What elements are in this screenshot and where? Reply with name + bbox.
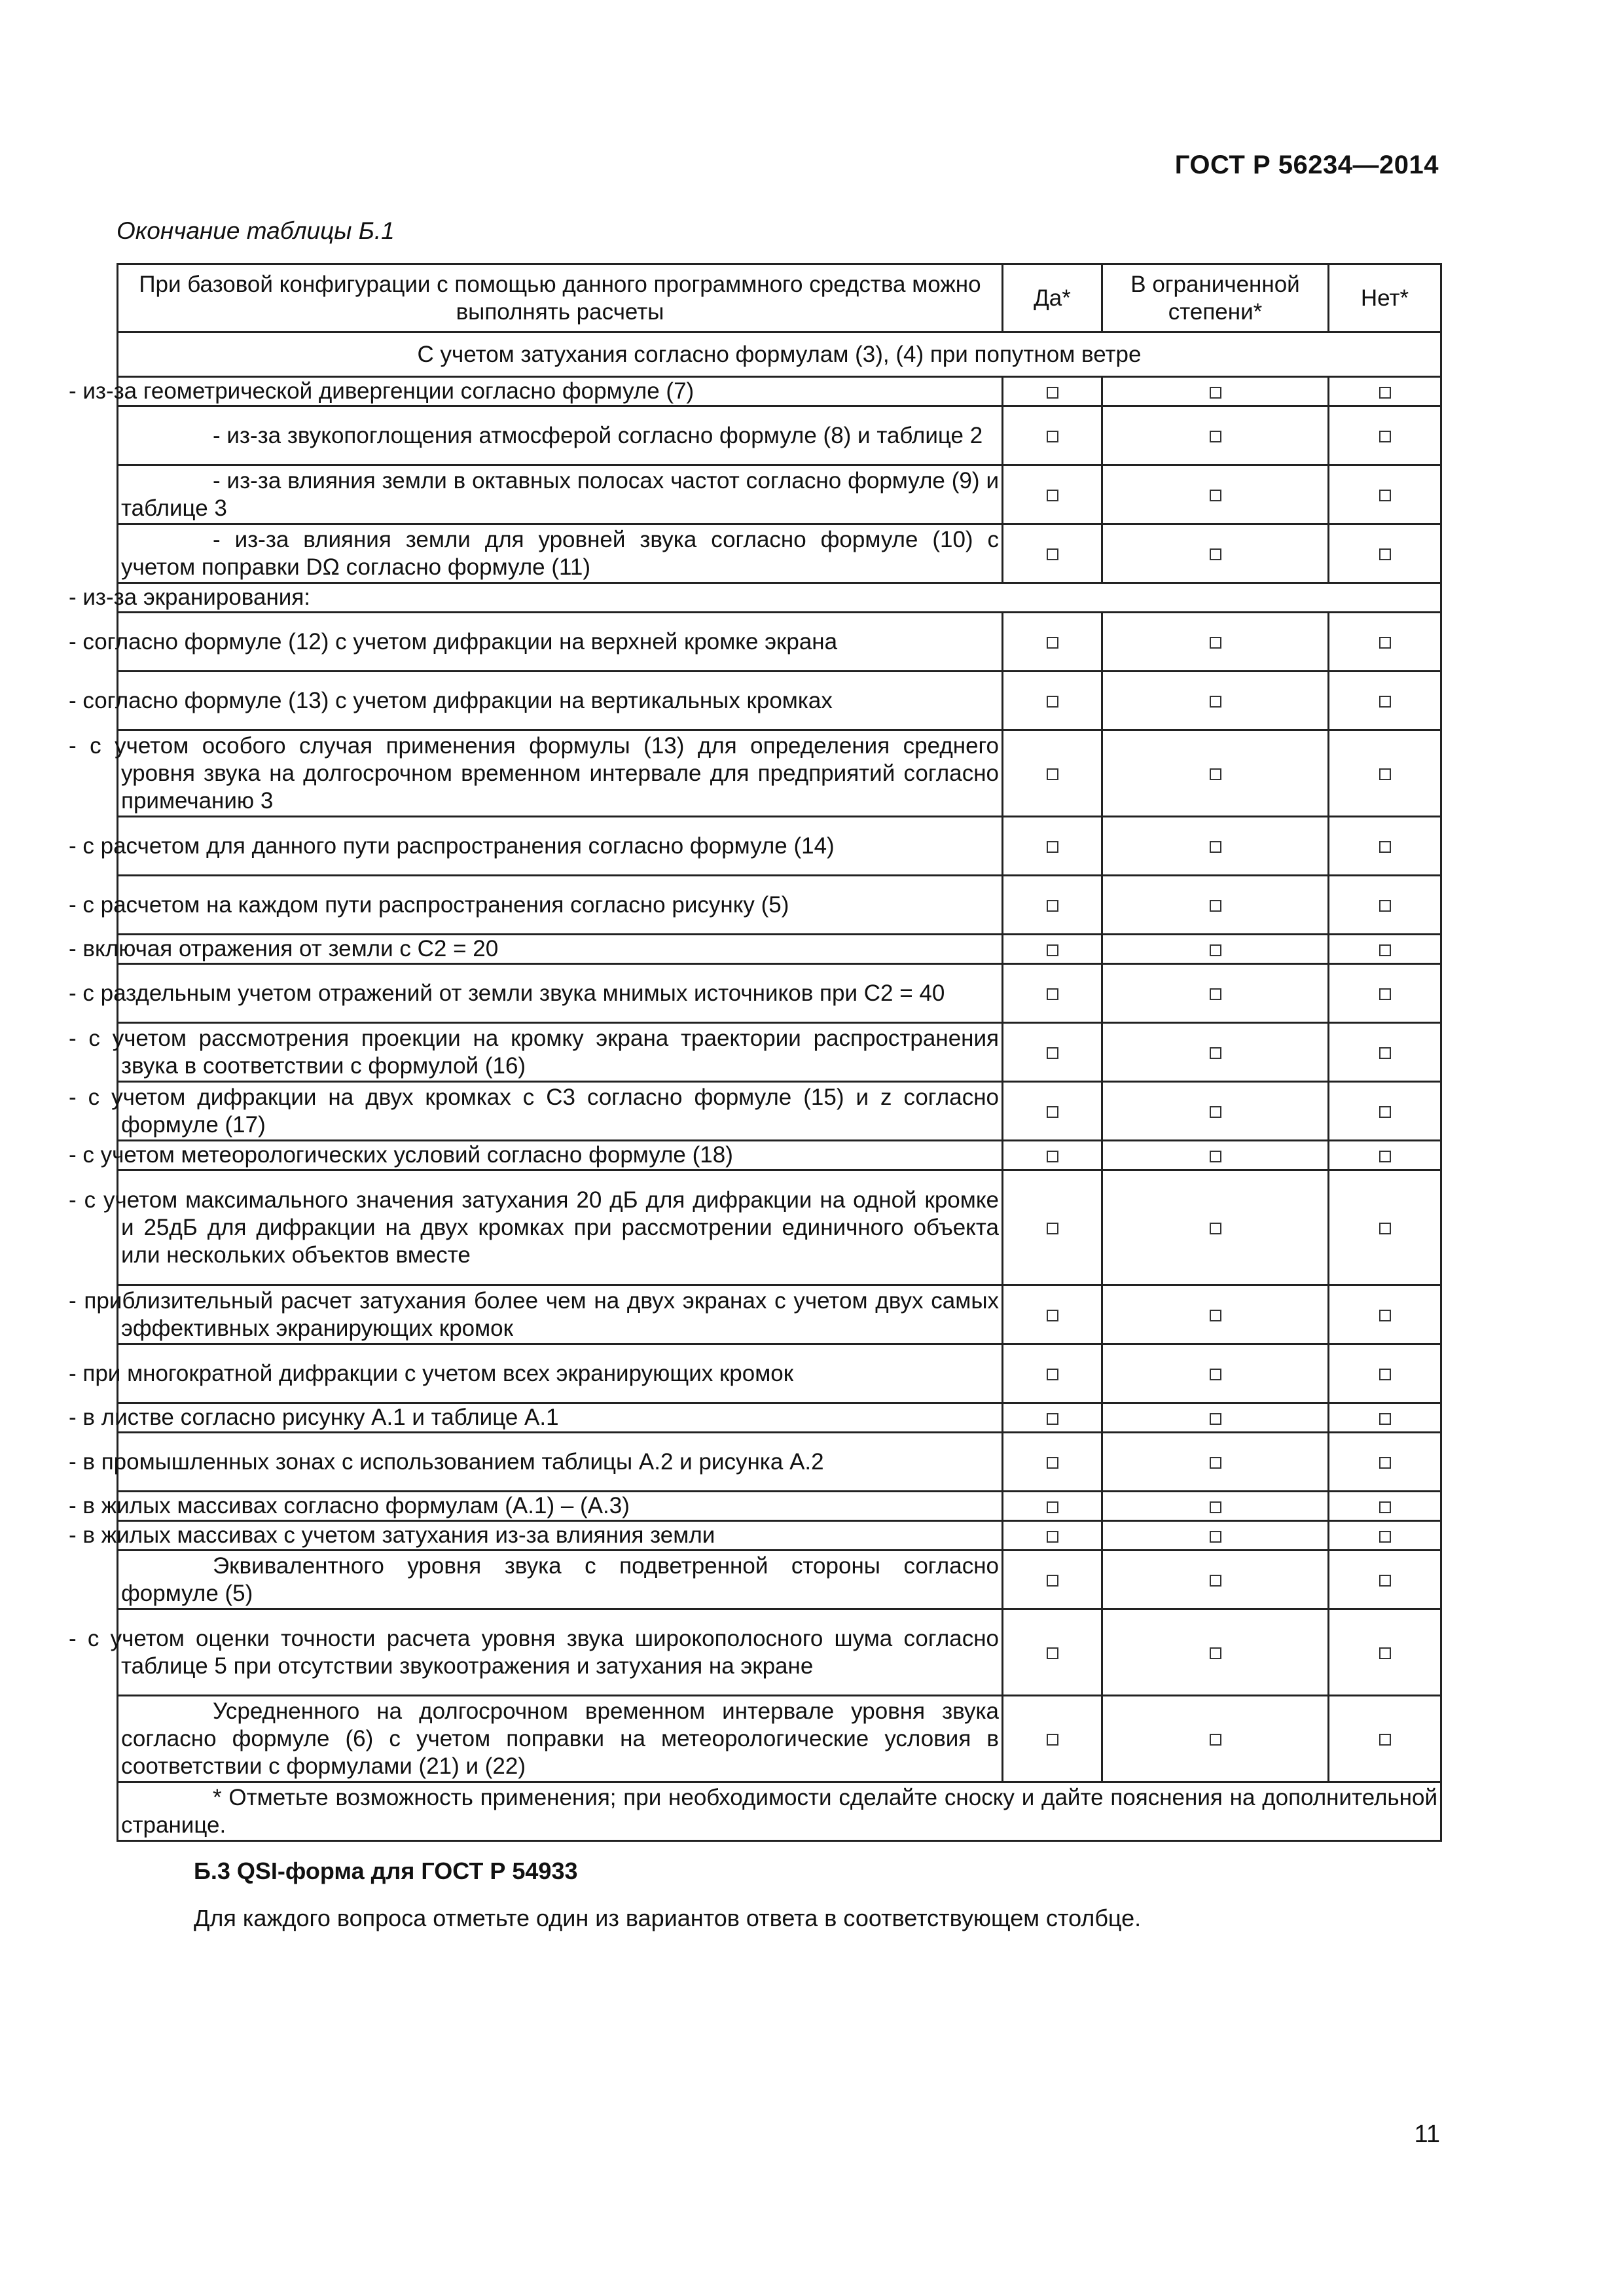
no-cell bbox=[1329, 1521, 1441, 1551]
table-row bbox=[118, 730, 1441, 817]
no-cell bbox=[1329, 1696, 1441, 1782]
limited-cell bbox=[1102, 876, 1329, 935]
no-cell bbox=[1329, 1082, 1441, 1141]
standard-code: ГОСТ Р 56234—2014 bbox=[1174, 151, 1439, 179]
row-text: - из-за влияния земли в октавных полосах частот согласно формуле (9) и таблице 3 bbox=[118, 465, 1003, 524]
no-cell bbox=[1329, 1344, 1441, 1403]
yes-cell bbox=[1003, 964, 1102, 1023]
limited-cell bbox=[1102, 1170, 1329, 1285]
table-row bbox=[118, 1141, 1441, 1170]
no-cell bbox=[1329, 935, 1441, 964]
checkbox-icon[interactable] bbox=[1379, 696, 1391, 708]
table-row bbox=[118, 1551, 1441, 1609]
row-text: - согласно формуле (12) с учетом дифракции на верхней кромке экрана bbox=[118, 613, 1003, 672]
row-text: - в жилых массивах с учетом затухания из-за влияния земли bbox=[118, 1521, 1003, 1551]
checkbox-icon[interactable] bbox=[1379, 900, 1391, 912]
checkbox-icon[interactable] bbox=[1210, 944, 1221, 956]
checkbox-icon[interactable] bbox=[1047, 1501, 1058, 1513]
checkbox-icon[interactable] bbox=[1379, 841, 1391, 853]
checkbox-icon[interactable] bbox=[1047, 1223, 1058, 1234]
no-cell bbox=[1329, 1433, 1441, 1492]
checkbox-icon[interactable] bbox=[1210, 768, 1221, 780]
no-cell bbox=[1329, 406, 1441, 465]
checkbox-icon[interactable] bbox=[1379, 1501, 1391, 1513]
yes-cell bbox=[1003, 465, 1102, 524]
yes-cell bbox=[1003, 1433, 1102, 1492]
limited-cell bbox=[1102, 1433, 1329, 1492]
checkbox-icon[interactable] bbox=[1210, 548, 1221, 560]
checkbox-icon[interactable] bbox=[1379, 1106, 1391, 1118]
row-text: - с учетом максимального значения затухания 20 дБ для дифракции на одной кромке и 25дБ для дифракции на двух кромках при рассмотрении единичного объекта или нескольких объектов вместе bbox=[118, 1170, 1003, 1285]
table-row bbox=[118, 964, 1441, 1023]
checkbox-icon[interactable] bbox=[1379, 1647, 1391, 1659]
row-text: - с раздельным учетом отражений от земли звука мнимых источников при C2 = 40 bbox=[118, 964, 1003, 1023]
checkbox-icon[interactable] bbox=[1210, 1501, 1221, 1513]
limited-cell bbox=[1102, 465, 1329, 524]
checkbox-icon[interactable] bbox=[1379, 431, 1391, 442]
limited-cell bbox=[1102, 1609, 1329, 1696]
row-text: Усредненного на долгосрочном временном интервале уровня звука согласно формуле (6) с учетом поправки на метеорологические условия в соответствии с формулами (21) и (22) bbox=[118, 1696, 1003, 1782]
no-cell bbox=[1329, 1285, 1441, 1344]
limited-cell bbox=[1102, 1082, 1329, 1141]
table-row bbox=[118, 1521, 1441, 1551]
band-row bbox=[118, 332, 1441, 377]
table-row bbox=[118, 1285, 1441, 1344]
limited-cell bbox=[1102, 1492, 1329, 1521]
checkbox-icon[interactable] bbox=[1379, 1413, 1391, 1425]
header-question: При базовой конфигурации с помощью данного программного средства можно выполнять расчеты bbox=[118, 264, 1003, 332]
limited-cell bbox=[1102, 1696, 1329, 1782]
table-row bbox=[118, 406, 1441, 465]
limited-cell bbox=[1102, 1141, 1329, 1170]
no-cell bbox=[1329, 964, 1441, 1023]
row-text: - с учетом оценки точности расчета уровня звука широкополосного шума согласно таблице 5 при отсутствии звукоотражения и затухания на экране bbox=[118, 1609, 1003, 1696]
checkbox-icon[interactable] bbox=[1047, 1106, 1058, 1118]
checkbox-icon[interactable] bbox=[1047, 548, 1058, 560]
limited-cell bbox=[1102, 817, 1329, 876]
no-cell bbox=[1329, 1141, 1441, 1170]
yes-cell bbox=[1003, 1609, 1102, 1696]
checkbox-icon[interactable] bbox=[1210, 1106, 1221, 1118]
checkbox-icon[interactable] bbox=[1047, 1369, 1058, 1380]
row-text: - включая отражения от земли с C2 = 20 bbox=[118, 935, 1003, 964]
checkbox-icon[interactable] bbox=[1210, 490, 1221, 501]
table-row bbox=[118, 613, 1441, 672]
yes-cell bbox=[1003, 524, 1102, 583]
checkbox-icon[interactable] bbox=[1047, 1734, 1058, 1746]
checkbox-icon[interactable] bbox=[1210, 1047, 1221, 1059]
checkbox-icon[interactable] bbox=[1047, 387, 1058, 399]
no-cell bbox=[1329, 817, 1441, 876]
yes-cell bbox=[1003, 613, 1102, 672]
checkbox-icon[interactable] bbox=[1047, 1575, 1058, 1587]
header-no: Нет* bbox=[1329, 264, 1441, 332]
yes-cell bbox=[1003, 1696, 1102, 1782]
checkbox-icon[interactable] bbox=[1047, 431, 1058, 442]
checkbox-icon[interactable] bbox=[1210, 387, 1221, 399]
yes-cell bbox=[1003, 1170, 1102, 1285]
yes-cell bbox=[1003, 935, 1102, 964]
no-cell bbox=[1329, 730, 1441, 817]
section-text: Для каждого вопроса отметьте один из вариантов ответа в соответствующем столбце. bbox=[194, 1905, 1142, 1931]
table-header-row bbox=[118, 264, 1441, 332]
section-title: Б.3 QSI-форма для ГОСТ Р 54933 bbox=[194, 1857, 578, 1884]
checkbox-icon[interactable] bbox=[1379, 1575, 1391, 1587]
checkbox-icon[interactable] bbox=[1210, 1151, 1221, 1162]
checkbox-icon[interactable] bbox=[1210, 1647, 1221, 1659]
checkbox-icon[interactable] bbox=[1047, 1647, 1058, 1659]
limited-cell bbox=[1102, 1023, 1329, 1082]
footnote-row bbox=[118, 1782, 1441, 1841]
checkbox-icon[interactable] bbox=[1379, 944, 1391, 956]
table-row bbox=[118, 672, 1441, 730]
table-row bbox=[118, 876, 1441, 935]
checkbox-icon[interactable] bbox=[1210, 1457, 1221, 1469]
row-text: - с учетом рассмотрения проекции на кромку экрана траектории распространения звука в соответствии с формулой (16) bbox=[118, 1023, 1003, 1082]
limited-cell bbox=[1102, 377, 1329, 406]
row-text: - из-за геометрической дивергенции согласно формуле (7) bbox=[118, 377, 1003, 406]
limited-cell bbox=[1102, 1403, 1329, 1433]
table-row bbox=[118, 1023, 1441, 1082]
table-row bbox=[118, 1492, 1441, 1521]
checkbox-icon[interactable] bbox=[1210, 1369, 1221, 1380]
checkbox-icon[interactable] bbox=[1379, 1047, 1391, 1059]
checkbox-icon[interactable] bbox=[1379, 1369, 1391, 1380]
table-row bbox=[118, 1609, 1441, 1696]
limited-cell bbox=[1102, 1521, 1329, 1551]
yes-cell bbox=[1003, 876, 1102, 935]
row-text: - приблизительный расчет затухания более чем на двух экранах с учетом двух самых эффективных экранирующих кромок bbox=[118, 1285, 1003, 1344]
checkbox-icon[interactable] bbox=[1047, 900, 1058, 912]
yes-cell bbox=[1003, 406, 1102, 465]
checkbox-icon[interactable] bbox=[1047, 944, 1058, 956]
checkbox-icon[interactable] bbox=[1210, 1413, 1221, 1425]
no-cell bbox=[1329, 1403, 1441, 1433]
yes-cell bbox=[1003, 1344, 1102, 1403]
checkbox-icon[interactable] bbox=[1379, 1457, 1391, 1469]
header-yes: Да* bbox=[1003, 264, 1102, 332]
limited-cell bbox=[1102, 672, 1329, 730]
checkbox-icon[interactable] bbox=[1379, 1531, 1391, 1543]
row-text: - из-за экранирования: bbox=[118, 583, 1441, 613]
no-cell bbox=[1329, 1023, 1441, 1082]
yes-cell bbox=[1003, 1403, 1102, 1433]
table-row bbox=[118, 817, 1441, 876]
checkbox-icon[interactable] bbox=[1210, 1531, 1221, 1543]
limited-cell bbox=[1102, 964, 1329, 1023]
table-row bbox=[118, 935, 1441, 964]
yes-cell bbox=[1003, 1023, 1102, 1082]
table-row bbox=[118, 1170, 1441, 1285]
row-text: - при многократной дифракции с учетом всех экранирующих кромок bbox=[118, 1344, 1003, 1403]
limited-cell bbox=[1102, 406, 1329, 465]
table-row bbox=[118, 1696, 1441, 1782]
yes-cell bbox=[1003, 672, 1102, 730]
row-text: - с расчетом на каждом пути распространения согласно рисунку (5) bbox=[118, 876, 1003, 935]
page-number: 11 bbox=[1414, 2121, 1440, 2148]
row-text: - согласно формуле (13) с учетом дифракции на вертикальных кромках bbox=[118, 672, 1003, 730]
checkbox-icon[interactable] bbox=[1379, 1223, 1391, 1234]
table-row bbox=[118, 1344, 1441, 1403]
checkbox-icon[interactable] bbox=[1047, 696, 1058, 708]
checkbox-icon[interactable] bbox=[1047, 841, 1058, 853]
checkbox-icon[interactable] bbox=[1047, 768, 1058, 780]
no-cell bbox=[1329, 524, 1441, 583]
table-row bbox=[118, 465, 1441, 524]
header-limited: В ограниченной степени* bbox=[1102, 264, 1329, 332]
table-caption: Окончание таблицы Б.1 bbox=[117, 217, 395, 244]
checkbox-icon[interactable] bbox=[1210, 1223, 1221, 1234]
checkbox-icon[interactable] bbox=[1379, 988, 1391, 1000]
limited-cell bbox=[1102, 1344, 1329, 1403]
table-footnote: * Отметьте возможность применения; при необходимости сделайте сноску и дайте пояснения на дополнительной странице. bbox=[118, 1782, 1441, 1841]
limited-cell bbox=[1102, 935, 1329, 964]
row-text: - с расчетом для данного пути распространения согласно формуле (14) bbox=[118, 817, 1003, 876]
checkbox-icon[interactable] bbox=[1210, 988, 1221, 1000]
checkbox-icon[interactable] bbox=[1379, 768, 1391, 780]
table-row bbox=[118, 524, 1441, 583]
yes-cell bbox=[1003, 1492, 1102, 1521]
checkbox-icon[interactable] bbox=[1210, 841, 1221, 853]
row-text: - в листве согласно рисунку А.1 и таблице А.1 bbox=[118, 1403, 1003, 1433]
limited-cell bbox=[1102, 613, 1329, 672]
checkbox-icon[interactable] bbox=[1047, 1047, 1058, 1059]
no-cell bbox=[1329, 613, 1441, 672]
yes-cell bbox=[1003, 730, 1102, 817]
table-row bbox=[118, 1433, 1441, 1492]
yes-cell bbox=[1003, 1521, 1102, 1551]
row-text: - из-за влияния земли для уровней звука согласно формуле (10) с учетом поправки DΩ согласно формуле (11) bbox=[118, 524, 1003, 583]
row-text: - с учетом метеорологических условий согласно формуле (18) bbox=[118, 1141, 1003, 1170]
checkbox-icon[interactable] bbox=[1379, 637, 1391, 649]
checkbox-icon[interactable] bbox=[1379, 490, 1391, 501]
limited-cell bbox=[1102, 1551, 1329, 1609]
yes-cell bbox=[1003, 1285, 1102, 1344]
criteria-table bbox=[69, 263, 1442, 1842]
row-text: - из-за звукопоглощения атмосферой согласно формуле (8) и таблице 2 bbox=[118, 406, 1003, 465]
yes-cell bbox=[1003, 1082, 1102, 1141]
checkbox-icon[interactable] bbox=[1047, 1413, 1058, 1425]
checkbox-icon[interactable] bbox=[1210, 431, 1221, 442]
no-cell bbox=[1329, 1492, 1441, 1521]
no-cell bbox=[1329, 465, 1441, 524]
checkbox-icon[interactable] bbox=[1047, 1310, 1058, 1321]
checkbox-icon[interactable] bbox=[1047, 637, 1058, 649]
table-row bbox=[118, 583, 1441, 613]
checkbox-icon[interactable] bbox=[1047, 490, 1058, 501]
table-row bbox=[118, 1082, 1441, 1141]
no-cell bbox=[1329, 377, 1441, 406]
checkbox-icon[interactable] bbox=[1210, 637, 1221, 649]
checkbox-icon[interactable] bbox=[1379, 1734, 1391, 1746]
table-row bbox=[118, 377, 1441, 406]
band-heading: С учетом затухания согласно формулам (3), (4) при попутном ветре bbox=[118, 332, 1441, 377]
checkbox-icon[interactable] bbox=[1379, 1310, 1391, 1321]
row-text: - в жилых массивах согласно формулам (А.1) – (А.3) bbox=[118, 1492, 1003, 1521]
limited-cell bbox=[1102, 524, 1329, 583]
checkbox-icon[interactable] bbox=[1379, 387, 1391, 399]
row-text: - с учетом особого случая применения формулы (13) для определения среднего уровня звука на долгосрочном временном интервале для предприятий согласно примечанию 3 bbox=[118, 730, 1003, 817]
checkbox-icon[interactable] bbox=[1047, 1151, 1058, 1162]
limited-cell bbox=[1102, 1285, 1329, 1344]
yes-cell bbox=[1003, 1551, 1102, 1609]
checkbox-icon[interactable] bbox=[1047, 1531, 1058, 1543]
row-text: Эквивалентного уровня звука с подветренной стороны согласно формуле (5) bbox=[118, 1551, 1003, 1609]
yes-cell bbox=[1003, 377, 1102, 406]
checkbox-icon[interactable] bbox=[1210, 1734, 1221, 1746]
no-cell bbox=[1329, 876, 1441, 935]
no-cell bbox=[1329, 672, 1441, 730]
checkbox-icon[interactable] bbox=[1379, 1151, 1391, 1162]
checkbox-icon[interactable] bbox=[1379, 548, 1391, 560]
no-cell bbox=[1329, 1170, 1441, 1285]
row-text: - в промышленных зонах с использованием таблицы А.2 и рисунка А.2 bbox=[118, 1433, 1003, 1492]
yes-cell bbox=[1003, 817, 1102, 876]
checkbox-icon[interactable] bbox=[1047, 1457, 1058, 1469]
yes-cell bbox=[1003, 1141, 1102, 1170]
no-cell bbox=[1329, 1609, 1441, 1696]
row-text: - с учетом дифракции на двух кромках с C3 согласно формуле (15) и z согласно формуле (17) bbox=[118, 1082, 1003, 1141]
checkbox-icon[interactable] bbox=[1210, 900, 1221, 912]
table-row bbox=[118, 1403, 1441, 1433]
checkbox-icon[interactable] bbox=[1210, 1310, 1221, 1321]
limited-cell bbox=[1102, 730, 1329, 817]
no-cell bbox=[1329, 1551, 1441, 1609]
checkbox-icon[interactable] bbox=[1210, 696, 1221, 708]
checkbox-icon[interactable] bbox=[1047, 988, 1058, 1000]
checkbox-icon[interactable] bbox=[1210, 1575, 1221, 1587]
